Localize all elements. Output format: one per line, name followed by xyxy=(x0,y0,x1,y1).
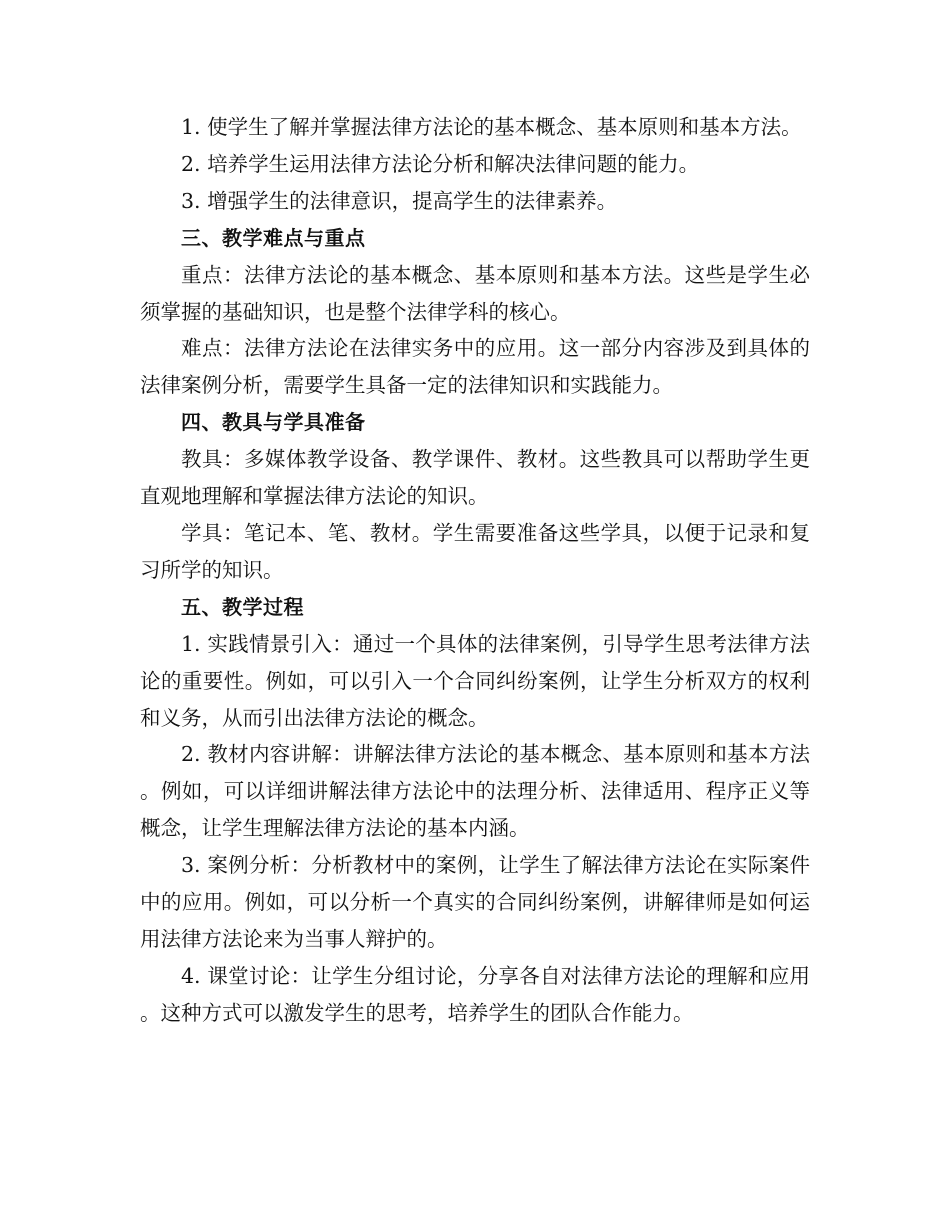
objective-item-2: 2. 培养学生运用法律方法论分析和解决法律问题的能力。 xyxy=(181,151,700,176)
process-item-3: 3. 案例分析：分析教材中的案例，让学生了解法律方法论在实际案件中的应用。例如，可以分析一个真实的合同纠纷案例，讲解律师是如何运用法律方法论来为当事人辩护的。 xyxy=(140,853,810,951)
key-point-paragraph: 重点：法律方法论的基本概念、基本原则和基本方法。这些是学生必须掌握的基础知识，也是整个法律学科的核心。 xyxy=(140,262,810,324)
section-heading-difficulty-focus: 三、教学难点与重点 xyxy=(181,225,366,250)
objective-item-1: 1. 使学生了解并掌握法律方法论的基本概念、基本原则和基本方法。 xyxy=(181,115,802,139)
section-heading-teaching-aids: 四、教具与学具准备 xyxy=(181,410,366,435)
difficulty-paragraph: 难点：法律方法论在法律实务中的应用。这一部分内容涉及到具体的法律案例分析，需要学生具备一定的法律知识和实践能力。 xyxy=(140,336,810,398)
document-page xyxy=(140,109,810,1032)
teaching-aids-paragraph: 教具：多媒体教学设备、教学课件、教材。这些教具可以帮助学生更直观地理解和掌握法律方法论的知识。 xyxy=(140,447,810,509)
learning-aids-paragraph: 学具：笔记本、笔、教材。学生需要准备这些学具，以便于记录和复习所学的知识。 xyxy=(140,520,810,582)
process-item-4: 4. 课堂讨论：让学生分组讨论，分享各自对法律方法论的理解和应用。这种方式可以激发学生的思考，培养学生的团队合作能力。 xyxy=(140,963,810,1025)
process-item-2: 2. 教材内容讲解：讲解法律方法论的基本概念、基本原则和基本方法。例如，可以详细讲解法律方法论中的法理分析、法律适用、程序正义等概念，让学生理解法律方法论的基本内涵。 xyxy=(140,742,810,841)
section-heading-teaching-process: 五、教学过程 xyxy=(181,594,304,619)
process-item-1: 1. 实践情景引入：通过一个具体的法律案例，引导学生思考法律方法论的重要性。例如，可以引入一个合同纠纷案例，让学生分析双方的权利和义务，从而引出法律方法论的概念。 xyxy=(140,631,810,730)
objective-item-3: 3. 增强学生的法律意识，提高学生的法律素养。 xyxy=(181,188,618,213)
